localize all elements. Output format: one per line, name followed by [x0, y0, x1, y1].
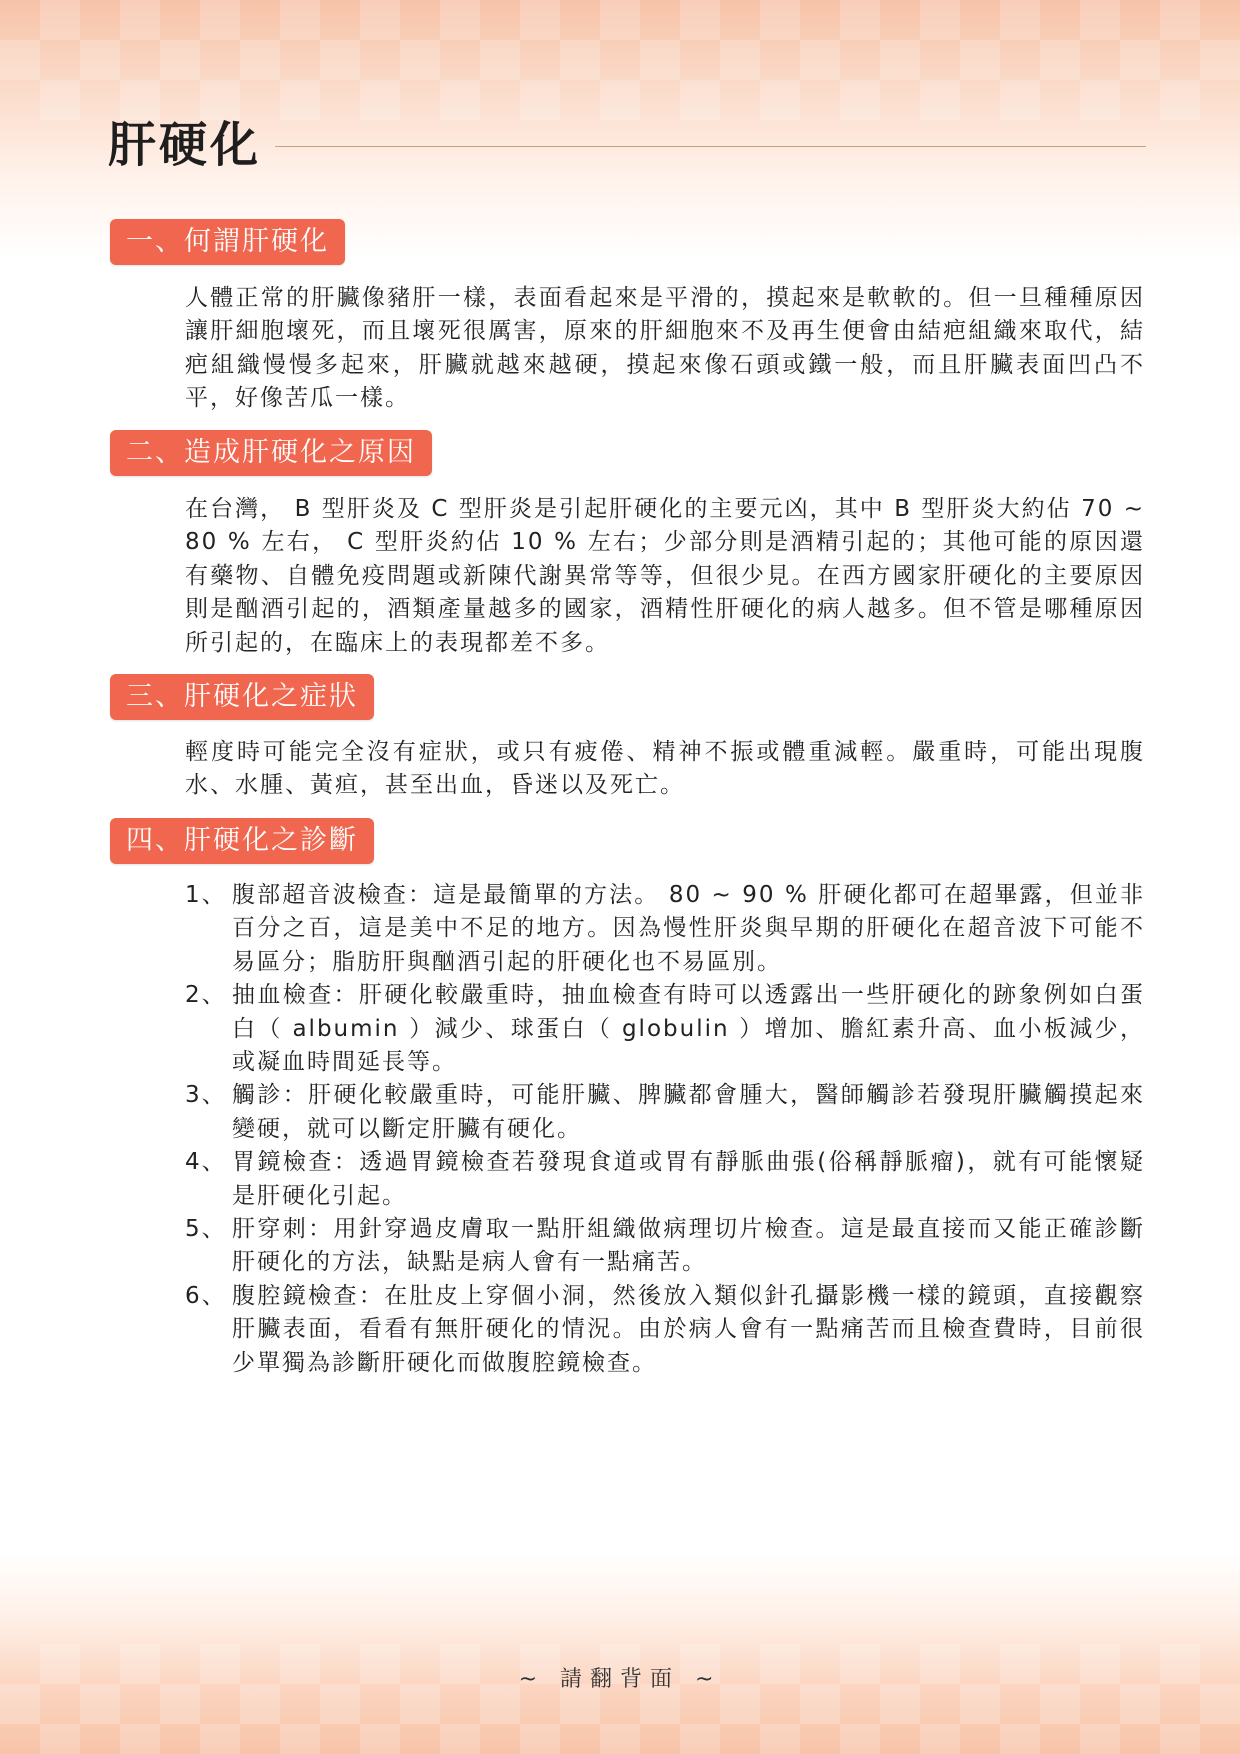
title-divider: [275, 146, 1146, 147]
list-item-number: 1、: [185, 882, 227, 908]
list-item-text: 胃鏡檢查：透過胃鏡檢查若發現食道或胃有靜脈曲張(俗稱靜脈瘤)，就有可能懷疑是肝硬化引起。: [232, 1149, 1145, 1209]
list-item: [185, 1213, 1145, 1280]
section-text-causes: 在台灣， B 型肝炎及 C 型肝炎是引起肝硬化的主要元凶，其中 B 型肝炎大約佔 70 ~ 80 % 左右， C 型肝炎約佔 10 % 左右；少部分則是酒精引起的；其他可能的原因還有藥物、自體免疫問題或新陳代謝異常等等，但很少見。在西方國家肝硬化的主要原因則是酗酒引起的，酒類產量越多的國家，酒精性肝硬化的病人越多。但不管是哪種原因所引起的，在臨床上的表現都差不多。: [185, 496, 1145, 656]
section-heading-definition: 一、何謂肝硬化: [110, 219, 345, 265]
list-item: [185, 879, 1145, 979]
title-row: [108, 105, 1146, 175]
list-item-number: 2、: [185, 982, 227, 1009]
section-heading-diagnosis: 四、肝硬化之診斷: [110, 818, 374, 864]
page-title: 肝硬化: [108, 116, 262, 173]
list-item-text: 抽血檢查：肝硬化較嚴重時，抽血檢查有時可以透露出一些肝硬化的跡象例如白蛋白（ albumin ）減少、球蛋白（ globulin ）增加、膽紅素升高、血小板減少，或凝血時間延長等。: [232, 982, 1145, 1076]
list-item: [185, 1079, 1145, 1146]
list-item-number: 4、: [185, 1149, 227, 1176]
list-item-text: 觸診：肝硬化較嚴重時，可能肝臟、脾臟都會腫大，醫師觸診若發現肝臟觸摸起來變硬，就可以斷定肝臟有硬化。: [232, 1082, 1145, 1142]
turn-over-note: ~ 請翻背面 ~: [518, 1667, 722, 1692]
section-text-symptoms: 輕度時可能完全沒有症狀，或只有疲倦、精神不振或體重減輕。嚴重時，可能出現腹水、水腫、黃疸，甚至出血，昏迷以及死亡。: [185, 739, 1145, 799]
header-pattern: [0, 0, 1240, 120]
list-item-text: 腹部超音波檢查：這是最簡單的方法。 80 ~ 90 % 肝硬化都可在超畢露，但並非百分之百，這是美中不足的地方。因為慢性肝炎與早期的肝硬化在超音波下可能不易區分；脂肪肝與酗酒引起的肝硬化也不易區別。: [232, 882, 1145, 975]
footer-pattern: [0, 1644, 1240, 1754]
section-heading-symptoms: 三、肝硬化之症狀: [110, 674, 374, 720]
diagnosis-list: [185, 879, 1145, 1380]
list-item-number: 5、: [185, 1216, 227, 1243]
list-item: [185, 1146, 1145, 1213]
list-item: [185, 1280, 1145, 1380]
list-item-text: 肝穿刺：用針穿過皮膚取一點肝組織做病理切片檢查。這是最直接而又能正確診斷肝硬化的方法，缺點是病人會有一點痛苦。: [232, 1216, 1145, 1276]
list-item-text: 腹腔鏡檢查：在肚皮上穿個小洞，然後放入類似針孔攝影機一樣的鏡頭，直接觀察肝臟表面，看看有無肝硬化的情況。由於病人會有一點痛苦而且檢查費時，目前很少單獨為診斷肝硬化而做腹腔鏡檢查。: [232, 1282, 1145, 1376]
list-item: [185, 979, 1145, 1079]
section-text-definition: 人體正常的肝臟像豬肝一樣，表面看起來是平滑的，摸起來是軟軟的。但一旦種種原因讓肝細胞壞死，而且壞死很厲害，原來的肝細胞來不及再生便會由結疤組織來取代，結疤組織慢慢多起來，肝臟就越來越硬，摸起來像石頭或鐵一般，而且肝臟表面凹凸不平，好像苦瓜一樣。: [185, 285, 1145, 412]
list-item-number: 3、: [185, 1082, 227, 1109]
list-item-number: 6、: [185, 1282, 227, 1309]
section-heading-causes: 二、造成肝硬化之原因: [110, 430, 432, 476]
